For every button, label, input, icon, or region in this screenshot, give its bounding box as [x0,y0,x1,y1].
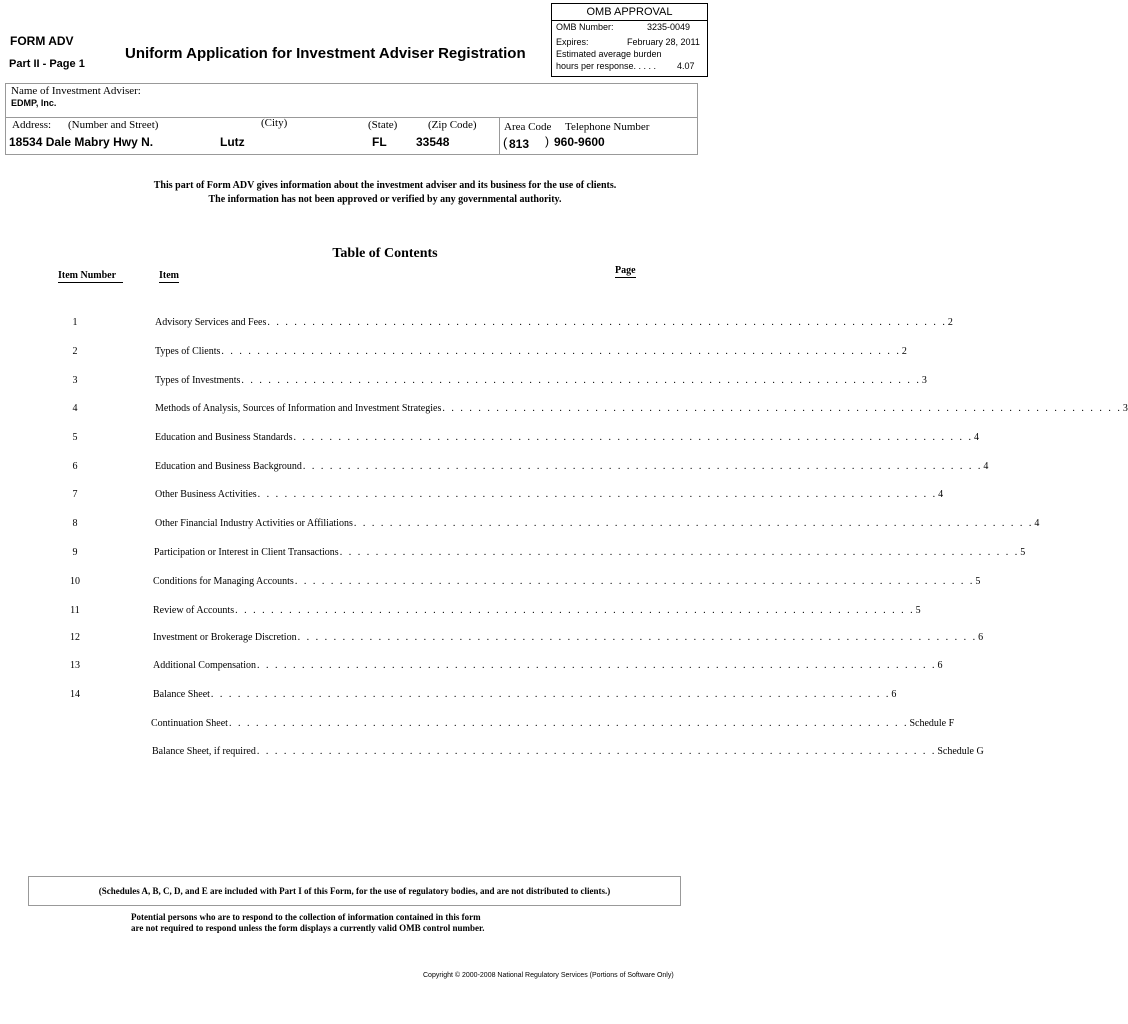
state-label: (State) [368,119,398,131]
toc-item-number: 8 [72,518,78,529]
toc-item-label: Methods of Analysis, Sources of Information and Investment Strategies [155,403,442,414]
col-header-item: Item [159,270,179,281]
toc-item-label: Advisory Services and Fees [155,317,267,328]
toc-item-number: 11 [70,605,80,616]
toc-item-page: 4 [983,461,989,472]
intro-line-2: The information has not been approved or verified by any governmental authority. [208,194,562,205]
copyright-notice: Copyright © 2000-2008 National Regulatory Services (Portions of Software Only) [423,972,674,979]
city-label: (City) [261,117,288,129]
toc-dot-leader: . . . . . . . . . . . . . . . . . . . . . . . . . . . . . . . . . . . . . . . . . . . . . . . . . . . . . . . . . . . . . . . . . . . . . . . . . . . . [293,432,973,443]
toc-title: Table of Contents [332,246,438,261]
adviser-name-label: Name of Investment Adviser: [11,85,141,97]
toc-dot-leader: . . . . . . . . . . . . . . . . . . . . . . . . . . . . . . . . . . . . . . . . . . . . . . . . . . . . . . . . . . . . . . . . . . . . . . . . . . . . [228,718,909,729]
toc-item-label: Other Business Activities [155,489,257,500]
omb-burden-value: 4.07 [677,61,695,71]
state-value: FL [372,135,387,149]
toc-item-page: 2 [901,346,907,357]
toc-dot-leader: . . . . . . . . . . . . . . . . . . . . . . . . . . . . . . . . . . . . . . . . . . . . . . . . . . . . . . . . . . . . . . . . . . . . . . . . . . . . [235,605,915,616]
toc-item-number: 10 [70,576,80,587]
omb-number-value: 3235-0049 [647,22,691,32]
toc-dot-leader: . . . . . . . . . . . . . . . . . . . . . . . . . . . . . . . . . . . . . . . . . . . . . . . . . . . . . . . . . . . . . . . . . . . . . . . . . . . . [297,632,978,643]
toc-item-page: 5 [1020,547,1026,558]
toc-item-page: 6 [978,632,984,643]
toc-item-number: 5 [72,432,78,443]
telephone-label: Telephone Number [565,121,650,133]
toc-item-number: 13 [70,660,80,671]
toc-item-number: 12 [70,632,80,643]
toc-row [153,660,943,671]
toc-dot-leader: . . . . . . . . . . . . . . . . . . . . . . . . . . . . . . . . . . . . . . . . . . . . . . . . . . . . . . . . . . . . . . . . . . . . . . . . . . . . [221,346,901,357]
toc-item-label: Types of Investments [155,375,241,386]
toc-item-label: Other Financial Industry Activities or Affiliations [155,518,353,529]
toc-item-number: 14 [70,689,80,700]
toc-item-number: 3 [72,375,78,386]
toc-dot-leader: . . . . . . . . . . . . . . . . . . . . . . . . . . . . . . . . . . . . . . . . . . . . . . . . . . . . . . . . . . . . . . . . . . . . . . . . . . . . [302,461,983,472]
area-code-label: Area Code [504,121,552,133]
toc-dot-leader: . . . . . . . . . . . . . . . . . . . . . . . . . . . . . . . . . . . . . . . . . . . . . . . . . . . . . . . . . . . . . . . . . . . . . . . . . . . . [353,518,1034,529]
toc-row [155,489,944,500]
toc-row [155,461,989,472]
zip-value: 33548 [416,135,450,149]
toc-schedule-row [151,718,955,729]
toc-row [153,576,981,587]
toc-item-label: Investment or Brokerage Discretion [153,632,297,643]
toc-item-label: Education and Business Standards [155,432,293,443]
toc-item-label: Education and Business Background [155,461,302,472]
schedules-note: (Schedules A, B, C, D, and E are included with Part I of this Form, for the use of regulatory bodies, and are not distributed to clients.) [28,876,681,906]
street-value: 18534 Dale Mabry Hwy N. [9,135,154,149]
toc-row [154,547,1026,558]
toc-row [155,317,953,328]
toc-item-label: Participation or Interest in Client Transactions [154,547,339,558]
adviser-name-box [5,83,698,117]
toc-item-page: 3 [921,375,927,386]
toc-item-number: 7 [72,489,78,500]
toc-row [153,605,921,616]
toc-dot-leader: . . . . . . . . . . . . . . . . . . . . . . . . . . . . . . . . . . . . . . . . . . . . . . . . . . . . . . . . . . . . . . . . . . . . . . . . . . . . [257,489,938,500]
toc-row [155,346,907,357]
part-page-label: Part II - Page 1 [9,58,85,70]
toc-item-page: 6 [937,660,943,671]
area-open-paren: ( [503,135,508,150]
area-close-paren: ) [545,134,549,148]
toc-item-number: 9 [72,547,78,558]
col-header-page: Page [615,265,636,276]
form-name: FORM ADV [10,34,74,48]
toc-item-page: 3 [1122,403,1128,414]
toc-dot-leader: . . . . . . . . . . . . . . . . . . . . . . . . . . . . . . . . . . . . . . . . . . . . . . . . . . . . . . . . . . . . . . . . . . . . . . . . . . . . [257,660,937,671]
omb-expires-row [556,37,706,48]
toc-row [155,375,927,386]
toc-item-page: 4 [938,489,944,500]
col-header-item-number: Item Number [58,270,123,283]
toc-item-number: 4 [72,403,78,414]
toc-row [155,432,979,443]
toc-item-page: 4 [973,432,979,443]
toc-item-page: 5 [975,576,981,587]
omb-number-label: OMB Number: [556,22,614,32]
toc-item-label: Additional Compensation [153,660,257,671]
adviser-address-box [5,117,698,155]
phone-value: 960-9600 [554,135,605,149]
toc-row [155,403,1128,414]
toc-item-label: Conditions for Managing Accounts [153,576,294,587]
toc-dot-leader: . . . . . . . . . . . . . . . . . . . . . . . . . . . . . . . . . . . . . . . . . . . . . . . . . . . . . . . . . . . . . . . . . . . . . . . . . . . . [294,576,975,587]
omb-number-row [556,22,706,33]
omb-approval-title: OMB APPROVAL [552,4,707,21]
toc-item-page: 6 [891,689,897,700]
street-label: (Number and Street) [68,119,159,131]
toc-item-label: Balance Sheet [153,689,210,700]
zip-label: (Zip Code) [428,119,477,131]
toc-schedule-row [152,746,984,757]
omb-approval-box [551,3,708,77]
city-value: Lutz [220,135,245,149]
toc-item-number: 1 [72,317,78,328]
toc-item-page: 2 [947,317,953,328]
toc-schedule-page: Schedule F [909,718,955,729]
toc-dot-leader: . . . . . . . . . . . . . . . . . . . . . . . . . . . . . . . . . . . . . . . . . . . . . . . . . . . . . . . . . . . . . . . . . . . . . . . . . . . . [267,317,947,328]
omb-notice-line-1: Potential persons who are to respond to the collection of information contained in this form [131,912,481,922]
toc-item-number: 2 [72,346,78,357]
address-label: Address: [12,119,52,131]
intro-line-1: This part of Form ADV gives information about the investment adviser and its business for the use of clients. [153,180,617,191]
omb-expires-value: February 28, 2011 [627,37,700,47]
toc-row [155,518,1040,529]
toc-dot-leader: . . . . . . . . . . . . . . . . . . . . . . . . . . . . . . . . . . . . . . . . . . . . . . . . . . . . . . . . . . . . . . . . . . . . . . . . . . . . [339,547,1020,558]
toc-row [153,632,984,643]
toc-schedule-label: Continuation Sheet [151,718,228,729]
toc-schedule-page: Schedule G [937,746,984,757]
toc-item-page: 4 [1034,518,1040,529]
toc-item-label: Types of Clients [155,346,221,357]
toc-item-number: 6 [72,461,78,472]
toc-dot-leader: . . . . . . . . . . . . . . . . . . . . . . . . . . . . . . . . . . . . . . . . . . . . . . . . . . . . . . . . . . . . . . . . . . . . . . . . . . . . [210,689,891,700]
omb-burden-row [556,61,706,72]
omb-burden-label: hours per response. . . . . [556,61,657,71]
toc-item-page: 5 [915,605,921,616]
adviser-name-value: EDMP, Inc. [11,98,57,108]
omb-expires-label: Expires: [556,37,589,47]
toc-dot-leader: . . . . . . . . . . . . . . . . . . . . . . . . . . . . . . . . . . . . . . . . . . . . . . . . . . . . . . . . . . . . . . . . . . . . . . . . . . . . [442,403,1122,414]
omb-notice-line-2: are not required to respond unless the form displays a currently valid OMB control number. [131,923,485,933]
toc-dot-leader: . . . . . . . . . . . . . . . . . . . . . . . . . . . . . . . . . . . . . . . . . . . . . . . . . . . . . . . . . . . . . . . . . . . . . . . . . . . . [256,746,937,757]
area-code-value: 813 [509,137,530,151]
page-title: Uniform Application for Investment Adviser Registration [125,45,526,62]
toc-item-label: Review of Accounts [153,605,235,616]
phone-divider [499,118,500,154]
omb-burden-line1: Estimated average burden [556,49,662,59]
toc-schedule-label: Balance Sheet, if required [152,746,256,757]
toc-row [153,689,897,700]
toc-dot-leader: . . . . . . . . . . . . . . . . . . . . . . . . . . . . . . . . . . . . . . . . . . . . . . . . . . . . . . . . . . . . . . . . . . . . . . . . . . . . [241,375,921,386]
